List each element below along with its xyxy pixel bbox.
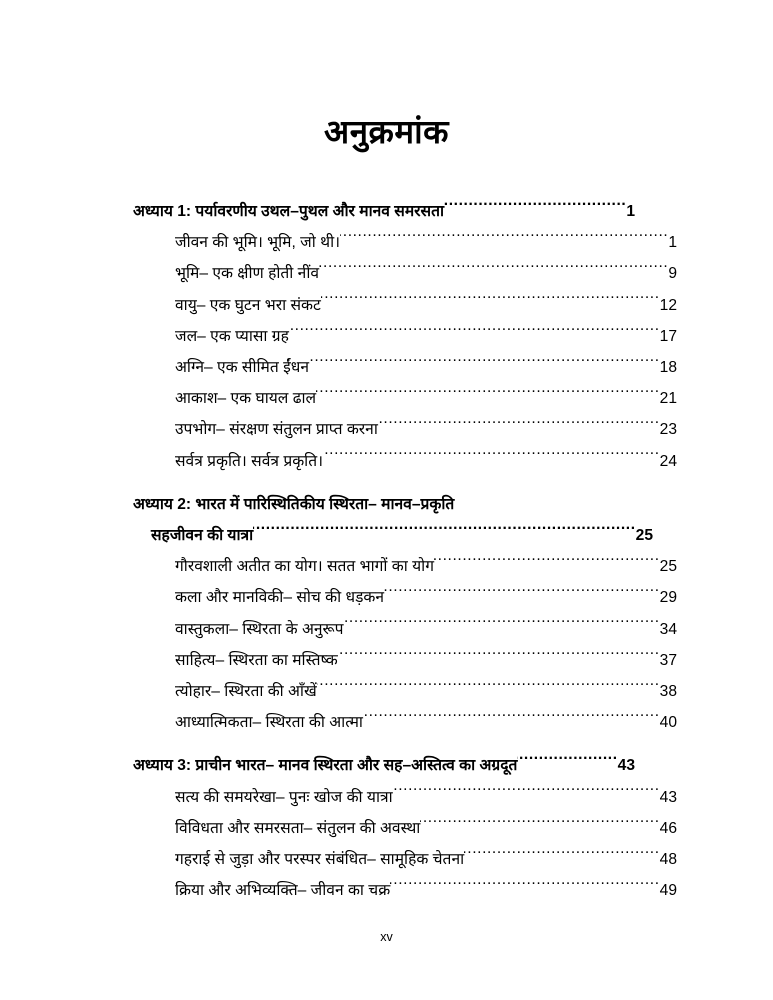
toc-page-number: 21 bbox=[659, 390, 677, 408]
toc-dot-leader bbox=[338, 649, 660, 665]
toc-row-label: अग्नि– एक सीमित ईंधन bbox=[175, 359, 309, 377]
toc-dot-leader bbox=[344, 618, 660, 634]
toc-dot-leader bbox=[454, 493, 635, 509]
toc-row-chapter[interactable] bbox=[133, 489, 635, 520]
toc-dot-leader bbox=[464, 848, 660, 864]
toc-row-entry[interactable] bbox=[133, 782, 677, 813]
toc-dot-leader bbox=[321, 294, 660, 310]
toc-row-chapter[interactable] bbox=[133, 196, 635, 227]
toc-dot-leader bbox=[384, 587, 660, 603]
toc-dot-leader bbox=[434, 556, 660, 572]
toc-page-number: 38 bbox=[659, 683, 677, 701]
toc-page-number: 25 bbox=[659, 558, 677, 576]
toc-dot-leader bbox=[289, 325, 660, 341]
toc-row-label: वायु– एक घुटन भरा संकट bbox=[175, 296, 321, 314]
toc-dot-leader bbox=[517, 755, 617, 771]
toc-row-label: आकाश– एक घायल ढाल bbox=[175, 390, 317, 408]
toc-row-label: अध्याय 1: पर्यावरणीय उथल–पुथल और मानव समरसता bbox=[133, 203, 444, 220]
toc-row-label: त्योहार– स्थिरता की आँखें bbox=[175, 683, 317, 701]
toc-row-label: अध्याय 2: भारत में पारिस्थितिकीय स्थिरता– मानव–प्रकृति bbox=[133, 495, 455, 513]
toc-row-entry[interactable] bbox=[133, 676, 677, 707]
toc-page-number: 46 bbox=[659, 819, 677, 837]
toc-row-label: जीवन की भूमि। भूमि, जो थी। bbox=[175, 234, 341, 252]
toc-row-entry[interactable] bbox=[133, 383, 677, 414]
toc-page-number: 43 bbox=[659, 788, 677, 806]
toc-row-entry[interactable] bbox=[133, 582, 677, 613]
page-title: अनुक्रमांक bbox=[324, 113, 449, 150]
toc-page-number: 29 bbox=[659, 589, 677, 607]
table-of-contents-list bbox=[133, 196, 677, 906]
toc-page-number: 1 bbox=[626, 203, 635, 220]
toc-dot-leader bbox=[420, 817, 659, 833]
toc-row-label: सत्य की समयरेखा– पुनः खोज की यात्रा bbox=[175, 788, 393, 806]
toc-dot-leader bbox=[378, 419, 660, 435]
toc-row-label: आध्यात्मिकता– स्थिरता की आत्मा bbox=[175, 714, 363, 732]
toc-row-label: वास्तुकला– स्थिरता के अनुरूप bbox=[175, 620, 344, 638]
toc-row-label: गौरवशाली अतीत का योग। सतत भागों का योग bbox=[175, 558, 434, 576]
toc-page-number: 18 bbox=[659, 359, 677, 377]
toc-page-number: 40 bbox=[659, 714, 677, 732]
toc-row-label: साहित्य– स्थिरता का मस्तिष्क bbox=[175, 651, 338, 669]
toc-dot-leader bbox=[316, 388, 660, 404]
page-folio-number: xv bbox=[380, 930, 393, 944]
toc-row-entry[interactable] bbox=[133, 258, 677, 289]
toc-row-label: उपभोग– संरक्षण संतुलन प्राप्त करना bbox=[175, 421, 378, 439]
toc-dot-leader bbox=[319, 263, 668, 279]
toc-page-number: 9 bbox=[668, 265, 677, 283]
toc-dot-leader bbox=[309, 356, 660, 372]
toc-row-entry[interactable] bbox=[133, 446, 677, 477]
toc-row-label: विविधता और समरसता– संतुलन की अवस्था bbox=[175, 819, 421, 837]
toc-row-label: सहजीवन की यात्रा bbox=[151, 527, 254, 545]
toc-row-entry[interactable] bbox=[133, 551, 677, 582]
toc-row-entry[interactable] bbox=[133, 875, 677, 906]
toc-page-number: 43 bbox=[617, 757, 635, 775]
toc-row-chapter[interactable] bbox=[133, 750, 635, 781]
toc-row-entry[interactable] bbox=[133, 352, 677, 383]
toc-row-label: भूमि– एक क्षीण होती नींव bbox=[175, 265, 320, 283]
toc-dot-leader bbox=[317, 680, 660, 696]
toc-row-chapter-continuation[interactable] bbox=[133, 520, 653, 551]
toc-row-entry[interactable] bbox=[133, 614, 677, 645]
toc-page-number: 17 bbox=[659, 327, 677, 345]
toc-page-number: 48 bbox=[659, 851, 677, 869]
toc-page-number: 25 bbox=[635, 527, 653, 545]
toc-row-label: कला और मानविकी– सोच की धड़कन bbox=[175, 589, 385, 607]
toc-row-label: अध्याय 3: प्राचीन भारत– मानव स्थिरता और सह–अस्तित्व का अग्रदूत bbox=[133, 757, 518, 775]
toc-page-number: 37 bbox=[659, 651, 677, 669]
toc-row-entry[interactable] bbox=[133, 844, 677, 875]
toc-dot-leader bbox=[323, 450, 660, 466]
toc-row-label: जल– एक प्यासा ग्रह bbox=[175, 327, 289, 345]
toc-dot-leader bbox=[363, 712, 660, 728]
toc-row-entry[interactable] bbox=[133, 813, 677, 844]
toc-row-entry[interactable] bbox=[133, 707, 677, 738]
toc-dot-leader bbox=[340, 232, 668, 248]
toc-row-label: सर्वत्र प्रकृति। सर्वत्र प्रकृति। bbox=[175, 452, 324, 470]
toc-row-entry[interactable] bbox=[133, 645, 677, 676]
toc-page-number: 23 bbox=[659, 421, 677, 439]
toc-page-number: 34 bbox=[659, 620, 677, 638]
toc-dot-leader bbox=[444, 200, 626, 216]
toc-dot-leader bbox=[253, 524, 635, 540]
toc-page-number: 12 bbox=[659, 296, 677, 314]
toc-row-label: गहराई से जुड़ा और परस्पर संबंधित– सामूहिक चेतना bbox=[175, 851, 465, 869]
toc-row-entry[interactable] bbox=[133, 290, 677, 321]
toc-row-entry[interactable] bbox=[133, 227, 677, 258]
toc-page-number: 24 bbox=[659, 452, 677, 470]
toc-page-number: 49 bbox=[659, 882, 677, 900]
toc-page-number: 1 bbox=[668, 234, 677, 252]
toc-dot-leader bbox=[390, 880, 659, 896]
toc-row-entry[interactable] bbox=[133, 321, 677, 352]
toc-row-label: क्रिया और अभिव्यक्ति– जीवन का चक्र bbox=[175, 882, 391, 900]
toc-row-entry[interactable] bbox=[133, 414, 677, 445]
toc-dot-leader bbox=[393, 786, 660, 802]
